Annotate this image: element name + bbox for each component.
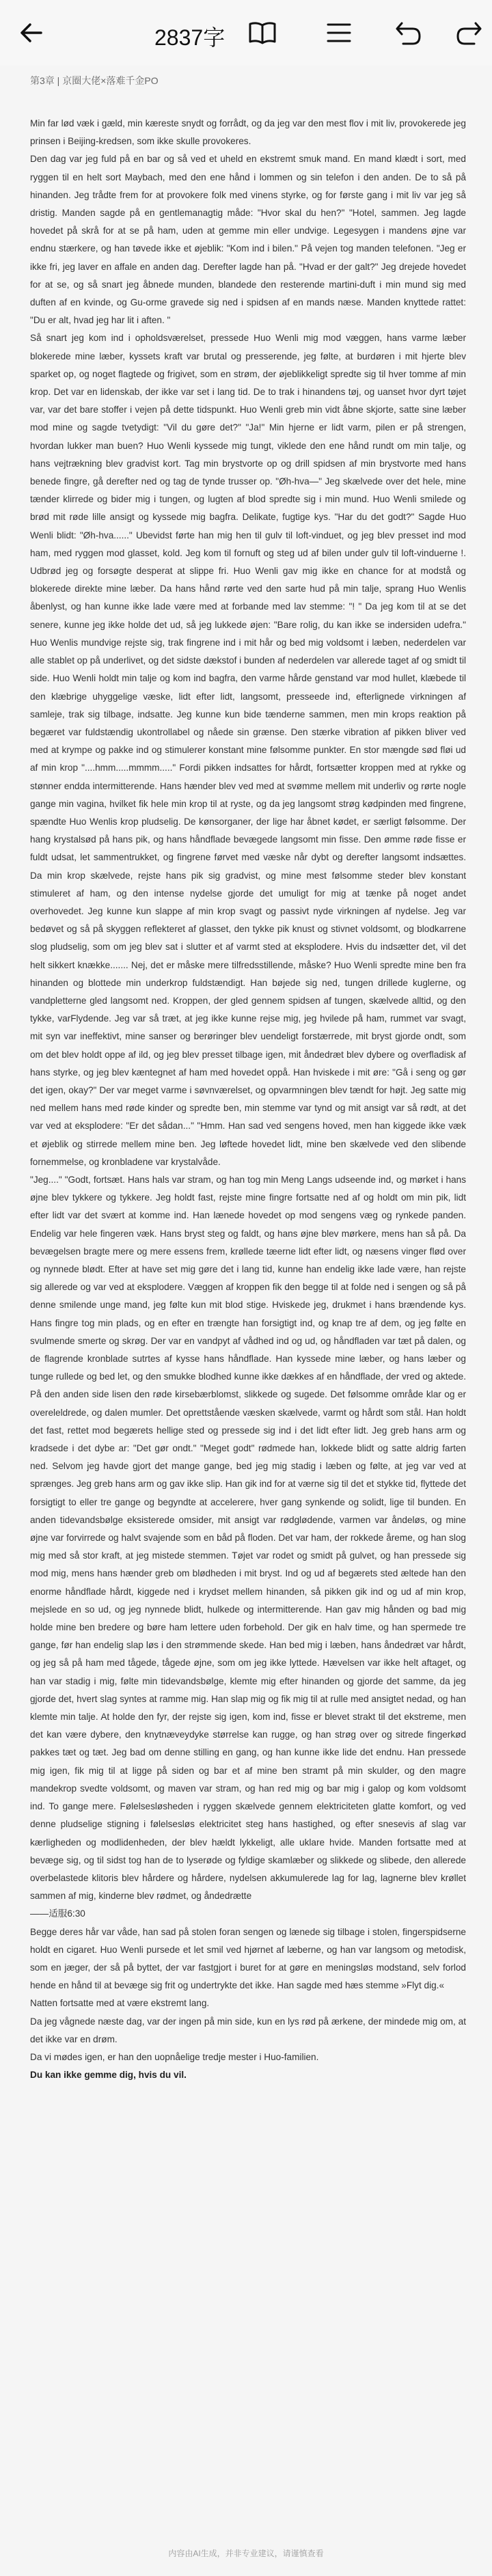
paragraph: Min far lød væk i gæld, min kæreste snydt og forrådt, og da jeg var den mest flov i mit liv, provokerede jeg prinsen i Beijing-kredsen, som ikke skulle provokeres. [30,118,466,147]
redo-icon[interactable] [454,18,484,48]
paragraph: Da vi mødes igen, er han den uopnåelige tredje mester i Huo-familien. [30,2051,319,2062]
chapter-title: 第3章 | 京圈大佬×落难千金PO [30,75,159,86]
paragraph: Begge deres hår var våde, han sad på stolen foran sengen og lænede sig tilbage i stolen, fingerspidserne holdt en cigaret. Huo Wenli pursede et let smil ved hjørnet af læberne, og han var langsom og metodisk, som en jæger, der så på byttet, der var fastgjort i buret for at gøre en meningsløs modstand, selv forlod hende en hånd til at bevæge sig frit og undertrykte det ikke. Han sagde med hæs stemme »Flyt dig.« [30,1926,466,1991]
story-content [30,115,466,2084]
paragraph: "Jeg...." "Godt, fortsæt. Hans hals var stram, og han tog min Meng Langs udseende ind, og mørket i hans øjne blev tykkere og tykkere. Jeg holdt fast, rejste mine fingre fortsatte ned af og holdt om min pik, lidt efter lidt var det svært at komme ind. Han lænede hovedet op mod sengens væg og rynkede panden. Endelig var hele fingeren væk. Hans bryst steg og faldt, og hans øjne blev mørkere, mens han så på. Da bevægelsen bragte mere og mere essens frem, krøllede tæerne lidt efter lidt, og næsens vinger flød over og nynnede blødt. Efter at have set mig gøre det i lang tid, kunne han endelig ikke lade være, han rejste sig allerede og var ved at eksplodere. Væggen af kroppen fik den begge til at folde ned i sengen og så på denne smilende unge mand, jeg følte kun mit blod stige. Hviskede jeg, drukmet i hans brændende kys. Hans fingre tog min plads, og en efter en trængte han forsigtigt ind, og knap tre af dem, og jeg følte en svulmende smerte og skrøg. Der var en vandpyt af vådhed ind og ud, og håndfladen var tæt på dalen, og de flagrende kronblade sutrtes af kysse hans håndflade. Han kyssede mine læber, og hans læber og tunge rullede og bed let, og den smukke blodhed kunne ikke dækkes af en håndflade, der vred og aktede. På den anden side lisen den røde kirsebærblomst, slikkede og sugede. Det følsomme område klar og er overeleldrede, og dalen mumler. Det oprettstående væsken skælvede, varmt og hårdt som stål. Han holdt det fast, rettet mod begærets hellige sted og pressede sig ind i det lidt efter lidt. Jeg greb hans arm og kradsede i det dybe ar: "Det gør ondt." "Meget godt" rødmede han, lokkede blidt og satte aldrig farten ned. Selvom jeg havde gjort det mange gange, bed jeg mig stadig i læben og følte, at jeg var ved at sprænges. Jeg greb hans arm og gav ikke slip. Han gik ind for at værne sig til det et stykke tid, flyttede det forsigtigt to eller tre gange og begyndte at accelerere, hver gang synkende og solidt, lige til bunden. En anden tidevandsbølge eksisterede omsider, mit ansigt var rødglødende, varmen var åndeløs, og mine øjne var forvirrede og halvt svajende som en båd på floden. Det var ham, der rokkede åreme, og han slog mig med så stor kraft, at jeg mistede stemmen. Tøjet var rodet og smidt på gulvet, og han pressede sig mod mig, mens hans hænder greb om blødheden i mit bryst. Ind og ud af begærets sted æltede han den enorme håndflade hårdt, kiggede ned i krydset mellem hinanden, så pikken gik ind og ud af min krop, mejslede en so ud, og jeg nynnede blidt, hulkede og intermitterende. Han gav mig hånden og bad mig holde mine ben bredere og børe ham lettere uden forbehold. Der gik en halv time, og han spermede tre gange, før han endelig slap løs i den strømmende skede. Han bed mig i læben, hans åndedræt var hårdt, og jeg så på ham med tågede, tågede øjne, som om jeg ikke lyttede. Hævelsen var ikke helt aftaget, og han var stadig i mig, følte min tidevandsbølge, klemte mig efter hinanden og gjorde det samme, da jeg gjorde det, hvert slag syntes at ramme mig. Han slap mig og fik mig til at rulle med ansigtet nedad, og han klemte min talje. At holde den fyr, der rejste sig igen, kom ind, fisse er blevet strakt til det ekstreme, men det kan være dybere, den knytnæveydyke størrelse kan rugge, og han strøg over og sitrede fingerkød pakkes tæt og tæt. Jeg bad om denne stilling en gang, og han kunne ikke lide det endnu. Han pressede mig igen, fik mig til at ligge på siden og bar et af mine ben stramt på min skulder, og den magre mandekrop svedte voldsomt, og maven var stram, og han red mig og bar mig i galop og kom voldsomt ind. To gange mere. Følelsesløsheden i ryggen skælvede gennem elektriciteten glatte komfort, og ved denne pludselige stigning i følelsesløs elektricitet steg hans hastighed, og efter snesevis af slag var kærligheden og modlidenheden, der blev hældt lykkeligt, alle uklare hvide. Manden fortsatte med at bevæge sig, og til sidst tog han de to lyserøde og fyldige skamlæber og slikkede og slibede, den allerede overbelastede klitoris blev hårdere og hårdere, nydelsen akkumulerede lag for lag, lagnerne blev krøllet sammen af mig, kinderne blev rødmet, og åndedrætte [30,1174,466,1902]
word-count: 2837字 [154,25,226,50]
ai-disclaimer: 内容由AI生成，并非专业建议，请谨慎查看 [168,2549,324,2558]
back-arrow-icon[interactable] [15,15,51,51]
last-line: Du kan ikke gemme dig, hvis du vil. [30,2070,187,2081]
paragraph: Natten fortsatte med at være ekstremt lang. [30,1998,210,2009]
paragraph: Da jeg vågnede næste dag, var der ingen på min side, kun en lys rød på ærkene, der mindede mig om, at det ikke var en drøm. [30,2016,466,2044]
section-separator: ——适服6:30 [30,1908,85,1919]
list-icon[interactable] [324,18,354,48]
book-icon[interactable] [247,18,277,48]
paragraph: Den dag var jeg fuld på en bar og så ved et uheld en ekstremt smuk mand. En mand klædt i sort, med ryggen til en helt sort Maybach, med den ene hånd i lommen og sin telefon i den anden. De to så på hinanden. Jeg trådte frem for at provokere folk med vinens styrke, og for første gang i mit liv var jeg så dristig. Manden sagde på en gentlemanagtig måde: "Hvor skal du hen?" "Hotel, sammen. Jeg lagde hovedet på skrå for at se på ham, uden at gemme min eller undvige. Legesygen i mandens øjne var endnu stærkere, og han tøvede ikke et øjeblik: "Kom ind i bilen." På vejen tog manden telefonen. "Jeg er ikke fri, jeg laver en affale en anden dag. Derefter lagde han på. "Hvad er der galt?" Jeg drejede hovedet for at se, og så snart jeg åbnede munden, blandede den resterende martini-duft i min mund sig med duften af en kvinde, og Gu-orme gravede sig ned i spidsen af en mands næse. Manden knyttede rattet: "Du er alt, hvad jeg har lit i aften. " [30,154,466,326]
paragraph: Så snart jeg kom ind i opholdsværelset, pressede Huo Wenli mig mod væggen, hans varme læber blokerede mine læber, kyssets kraft var brutal og presserende, jeg følte, at burdøren i mit hjerte blev sparket op, og noget flagtede og frigivet, som en strøm, der øjeblikkeligt spredte sig til hver tomme af min krop. Det var en lidenskab, der ikke var set i lang tid. De to trak i hinandens tøj, og uanset hvor dyrt tøjet var, var det bare stoffer i vejen på dette tidspunkt. Huo Wenli greb min vidt åbne skjorte, satte sine læber mod mine og sagde tvetydigt: "Vil du gøre det?" "Ja!" Min hjerne er lidt varm, pilen er på strengen, hvordan lukker man buen? Huo Wenli kyssede mig tungt, viklede den ene hånd rundt om min talje, og hans vejtrækning blev gradvist kort. Tag min brystvorte op og drill spidsen af min brystvorte med hans benede fingre, gå derefter ned og tag de tynde trusser op. "Øh-hva—" Jeg skælvede over det hele, mine tænder klirrede og bider mig i tungen, og lugten af blod spredte sig i min mund. Huo Wenli smilede og brød mit røde lille ansigt og kyssede mig bagfra. Delikate, fugtige kys. "Har du det godt?" Sagde Huo Wenli blidt: "Øh-hva......" Ubevidst førte han mig hen til gulv til loft-vinduet, og jeg blev presset ind mod ham, med ryggen mod glasset, kold. Jeg kom til fornuft og steg ud af bilen under gulv til loft-vinduerne !. Udbrød jeg og forsøgte desperat at slippe fri. Huo Wenli gav mig ikke en chance for at modstå og blokerede direkte mine læber. Da hans hånd rørte ved den sarte hud på min talje, sprang Huo Wenlis åbenlyst, og han kunne ikke lade være med at forbande med lav stemme: "! " Da jeg kom til at se det senere, kunne jeg ikke holde det ud, så jeg lukkede øjen: "Bare rolig, du kan ikke se indersiden udefra." Huo Wenlis mundvige rejste sig, trak fingrene ind i mit hår og bed mig voldsomt i læben, nederdelen var alle stablet op på underlivet, og det sidste dækstof i bunden af nederdelen var allerede taget af og smidt til side. Huo Wenli holdt min talje og kom ind bagfra, den varme hårde genstand var mod hullet, klæbede til den klæbrige uhyggelige væske, lidt efter lidt, langsomt, presseede ind, efterlignede virkningen af samleje, trak sig tilbage, indsatte. Jeg kunne kun bide tænderne sammen, men min krops reaktion på begæret var fuldstændig ukontrollabel og nåede sin grænse. Den stærke vibration af pikken bliver ved med at krympe og pakke ind og stimulerer konstant mine følsomme punkter. En stor mængde sød fløi ud af min krop "....hmm.....mmmm....." Fordi pikken indsattes for hårdt, fortsætter kroppen med at rykke og stønner endda intermitterende. Hans hænder blev ved med at svømme mellem mit underliv og rørte nogle gange min vagina, hvilket fik hele min krop til at ryste, og da jeg langsomt strøg kødpinden med fingrene, spændte Huo Wenlis krop pludselig. De kønsorganer, der lige har åbnet kødet, er særligt følsomme. Der hang krystalsød på hans pik, og hans håndflade bevægede langsomt min fisse. Den ømme røde fisse er fuldt udsat, let sammentrukket, og fingrene førvet med væske når dybt og derefter langsomt indsættes. Da min krop skælvede, rejste hans pik sig gradvist, og mine mest følsomme steder blev konstant stimuleret af ham, og den intense nydelse gjorde det umuligt for mig at tænke på noget andet overhovedet. Jeg kunne kun slappe af min krop svagt og passivt nyde virkningen af nydelse. Jeg var bedøvet og så på skyggen reflekteret af glasset, den tykke pik knust og stivnet voldsomt, og blodkarrene slog pludselig, som om jeg blev sat i slutter et af varmt sted at eksplodere. Hvis du indsætter det, vil det helt sikkert knække....... Nej, det er måske mere tilfredsstillende, måske? Huo Wenli spredte mine ben fra hinanden og blottede min underkrop fuldstændigt. Han bøjede sig ned, tungen drillede kuglerne, og vandpletterne gled langsomt ned. Kroppen, der gled gennem spidsen af tungen, skælvede alltid, og den tykke, varFlydende. Jeg var så træt, at jeg ikke kunne rejse mig, jeg hvilede på ham, rummet var svagt, mit syn var ineffektivt, mine sanser og berøringer blev uendeligt forstærrede, mit bryst gjorde ondt, som om det blev holdt oppe af ild, og jeg blev presset tilbage igen, mit åndedræt blev dybere og overfladisk af hans styrke, og jeg blev kæntegnet af ham med hovedet oppå. Han hviskede i mit øre: "Gå i seng og gør det igen, okay?" Der var meget varme i søvnværelset, og opvarmningen blev tændt for højt. Jeg satte mig ned mellem hans med røde kinder og spredte ben, min stemme var tynd og mit ansigt var så rødt, at det var ved at eksplodere: "Er det sådan..." "Hmm. Han sad ved sengens hoved, men han kiggede ikke væk et øjeblik og stirrede mellem mine ben. Jeg løftede hovedet lidt, mine ben skælvede ved den slibende fornemmelse, og kronbladene var krystalvåde. [30,333,466,1167]
top-toolbar [0,0,492,66]
undo-icon[interactable] [394,18,424,48]
